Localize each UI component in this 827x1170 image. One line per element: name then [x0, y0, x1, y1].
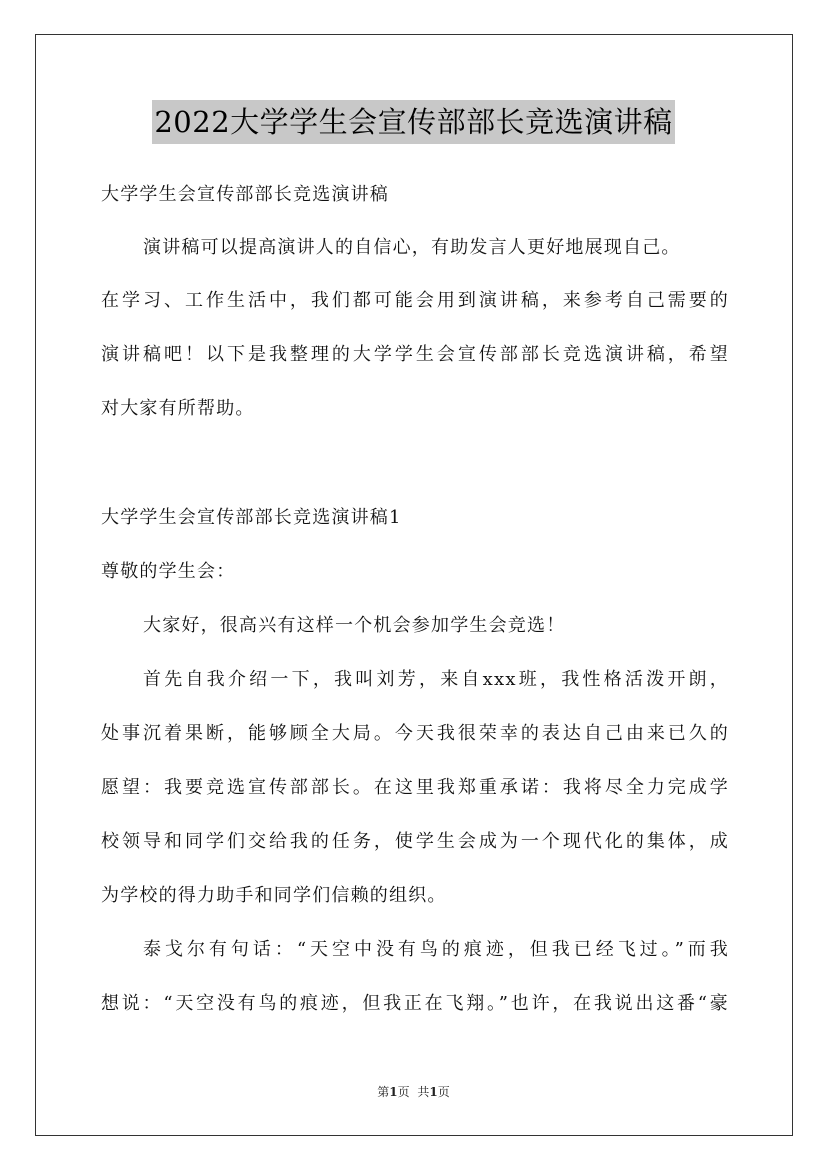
page-footer [0, 1084, 827, 1100]
paragraph-line: 为学校的得力助手和同学们信赖的组织。 [101, 885, 447, 906]
paragraph-line: 校领导和同学们交给我的任务，使学生会成为一个现代化的集体，成 [101, 831, 729, 852]
total-suffix: 页 [437, 1085, 450, 1099]
document-title: 2022大学学生会宣传部部长竞选演讲稿 [152, 100, 674, 144]
page-suffix: 页 [397, 1085, 410, 1099]
paragraph-line: 泰戈尔有句话：“天空中没有鸟的痕迹，但我已经飞过。”而我 [143, 939, 729, 960]
paragraph-line: 愿望：我要竞选宣传部部长。在这里我郑重承诺：我将尽全力完成学 [101, 777, 729, 798]
intro-line: 在学习、工作生活中，我们都可能会用到演讲稿，来参考自己需要的 [101, 290, 729, 311]
intro-line: 演讲稿可以提高演讲人的自信心，有助发言人更好地展现自己。 [143, 237, 681, 258]
speech-heading: 大学学生会宣传部部长竞选演讲稿1 [101, 507, 402, 528]
paragraph-line: 首先自我介绍一下，我叫刘芳，来自xxx班，我性格活泼开朗， [143, 669, 729, 690]
section-heading: 大学学生会宣传部部长竞选演讲稿 [101, 184, 389, 205]
paragraph-line: 处事沉着果断，能够顾全大局。今天我很荣幸的表达自己由来已久的 [101, 723, 729, 744]
title-container [0, 100, 827, 144]
total-prefix: 共 [417, 1085, 430, 1099]
salutation: 尊敬的学生会： [101, 561, 236, 582]
total-pages: 1 [429, 1085, 438, 1099]
intro-line: 对大家有所帮助。 [101, 398, 255, 419]
page-prefix: 第 [377, 1085, 390, 1099]
page-number: 1 [389, 1085, 398, 1099]
paragraph-line: 想说：“天空没有鸟的痕迹，但我正在飞翔。”也许，在我说出这番“豪 [101, 993, 729, 1014]
greeting: 大家好，很高兴有这样一个机会参加学生会竞选！ [143, 615, 566, 636]
intro-line: 演讲稿吧！以下是我整理的大学学生会宣传部部长竞选演讲稿，希望 [101, 344, 729, 365]
